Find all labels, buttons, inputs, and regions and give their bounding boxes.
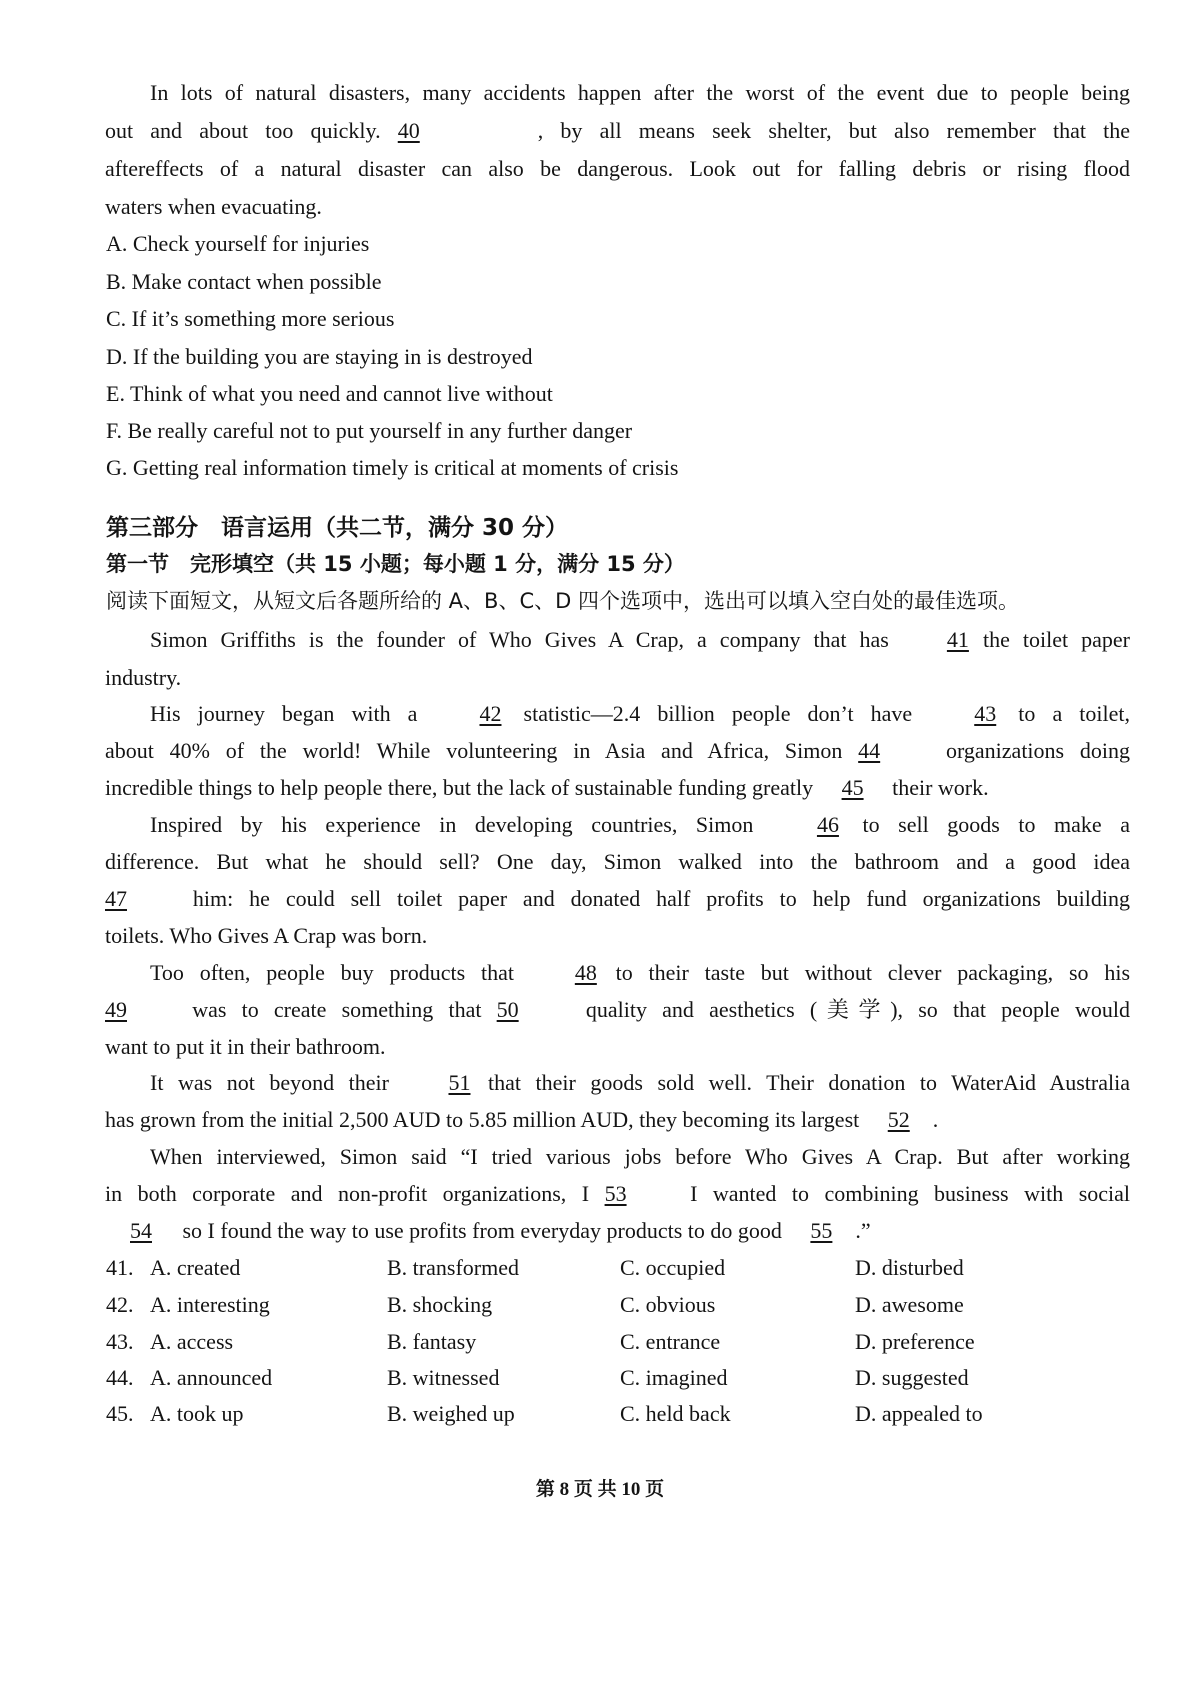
blank-49: 49 (105, 997, 127, 1022)
option-f: F. Be really careful not to put yourself in any further danger (106, 418, 633, 443)
choice-b: B. fantasy (387, 1329, 477, 1354)
question-number: 42. (106, 1292, 134, 1317)
option-a: A. Check yourself for injuries (106, 231, 370, 256)
choice-a: A. access (150, 1329, 234, 1354)
blank-46: 46 (816, 812, 839, 837)
choice-b: B. transformed (387, 1255, 519, 1280)
choice-d: D. preference (855, 1329, 975, 1354)
option-b: B. Make contact when possible (106, 269, 382, 294)
cloze-line: Simon Griffiths is the founder of Who Gives A Crap, a company that has 41 the toilet paper (150, 627, 1130, 652)
blank-42: 42 (479, 701, 502, 726)
page-footer: 第 8 页 共 10 页 (535, 1479, 665, 1500)
cloze-line: want to put it in their bathroom. (105, 1034, 386, 1059)
blank-52: 52 (887, 1107, 910, 1132)
choice-a: A. announced (150, 1365, 273, 1390)
question-number: 43. (106, 1329, 134, 1354)
blank-50: 50 (496, 997, 519, 1022)
choice-b: B. weighed up (387, 1401, 515, 1426)
passage-line: aftereffects of a natural disaster can also be dangerous. Look out for falling debris or rising flood (105, 156, 1130, 181)
cloze-line: in both corporate and non-profit organizations, I 53 I wanted to combining business with social (105, 1181, 1131, 1206)
question-number: 44. (106, 1365, 134, 1390)
blank-51: 51 (448, 1070, 471, 1095)
cloze-line: toilets. Who Gives A Crap was born. (105, 923, 428, 948)
choice-c: C. entrance (620, 1329, 721, 1354)
choice-d: D. disturbed (855, 1255, 964, 1280)
choice-d: D. appealed to (855, 1401, 983, 1426)
choice-a: A. took up (150, 1401, 244, 1426)
choice-a: A. created (150, 1255, 241, 1280)
question-number: 45. (106, 1401, 134, 1426)
passage-line: out and about too quickly. 40 , by all means seek shelter, but also remember that the (105, 118, 1130, 143)
blank-48: 48 (574, 960, 597, 985)
section-heading: 第三部分 语言运用（共二节，满分 30 分） (106, 515, 569, 541)
blank-43: 43 (974, 701, 997, 726)
cloze-line: Inspired by his experience in developing countries, Simon 46 to sell goods to make a (150, 812, 1131, 837)
choice-c: C. held back (620, 1401, 731, 1426)
instructions: 阅读下面短文，从短文后各题所给的 A、B、C、D 四个选项中，选出可以填入空白处的最佳选项。 (106, 589, 1019, 613)
cloze-line: 49 was to create something that 50 quality and aesthetics (美学), so that people would (105, 997, 1131, 1022)
blank-55: 55 (810, 1218, 833, 1243)
option-c: C. If it’s something more serious (106, 306, 395, 331)
choice-b: B. witnessed (387, 1365, 500, 1390)
cloze-line: Too often, people buy products that 48 to their taste but without clever packaging, so his (150, 960, 1131, 985)
option-e: E. Think of what you need and cannot live without (106, 381, 553, 406)
passage-line: waters when evacuating. (105, 194, 322, 219)
cloze-line: industry. (105, 665, 182, 690)
section-subheading: 第一节 完形填空（共 15 小题；每小题 1 分，满分 15 分） (106, 552, 685, 576)
blank-54: 54 (130, 1218, 152, 1243)
blank-53: 53 (604, 1181, 627, 1206)
cloze-line: 54 so I found the way to use profits from everyday products to do good 55 .” (105, 1220, 1130, 1242)
cloze-line: difference. But what he should sell? One day, Simon walked into the bathroom and a good idea (105, 849, 1130, 874)
blank-45: 45 (841, 775, 864, 800)
choice-a: A. interesting (150, 1292, 270, 1317)
choice-c: C. imagined (620, 1365, 728, 1390)
choice-b: B. shocking (387, 1292, 493, 1317)
passage-line: In lots of natural disasters, many accidents happen after the worst of the event due to people being (150, 80, 1130, 105)
cloze-line: It was not beyond their 51 that their goods sold well. Their donation to WaterAid Australia (150, 1070, 1131, 1095)
cloze-line: 47 him: he could sell toilet paper and donated half profits to help fund organizations building (105, 886, 1130, 911)
option-d: D. If the building you are staying in is destroyed (106, 344, 533, 369)
blank-44: 44 (858, 738, 881, 763)
cloze-line: When interviewed, Simon said “I tried various jobs before Who Gives A Crap. But after working (150, 1144, 1130, 1169)
cloze-line: has grown from the initial 2,500 AUD to 5.85 million AUD, they becoming its largest 52 . (105, 1107, 939, 1132)
question-number: 41. (106, 1255, 134, 1280)
option-g: G. Getting real information timely is critical at moments of crisis (106, 455, 679, 480)
choice-d: D. suggested (855, 1365, 969, 1390)
blank-40: 40 (397, 118, 420, 143)
blank-47: 47 (105, 886, 127, 911)
cloze-line: His journey began with a 42 statistic—2.4 billion people don’t have 43 to a toilet, (150, 701, 1131, 726)
cloze-line: incredible things to help people there, but the lack of sustainable funding greatly 45 their work. (105, 775, 989, 800)
choice-c: C. obvious (620, 1292, 716, 1317)
cloze-line: about 40% of the world! While volunteering in Asia and Africa, Simon 44 organizations doing (105, 738, 1131, 763)
choice-c: C. occupied (620, 1255, 726, 1280)
blank-41: 41 (946, 627, 969, 652)
choice-d: D. awesome (855, 1292, 964, 1317)
